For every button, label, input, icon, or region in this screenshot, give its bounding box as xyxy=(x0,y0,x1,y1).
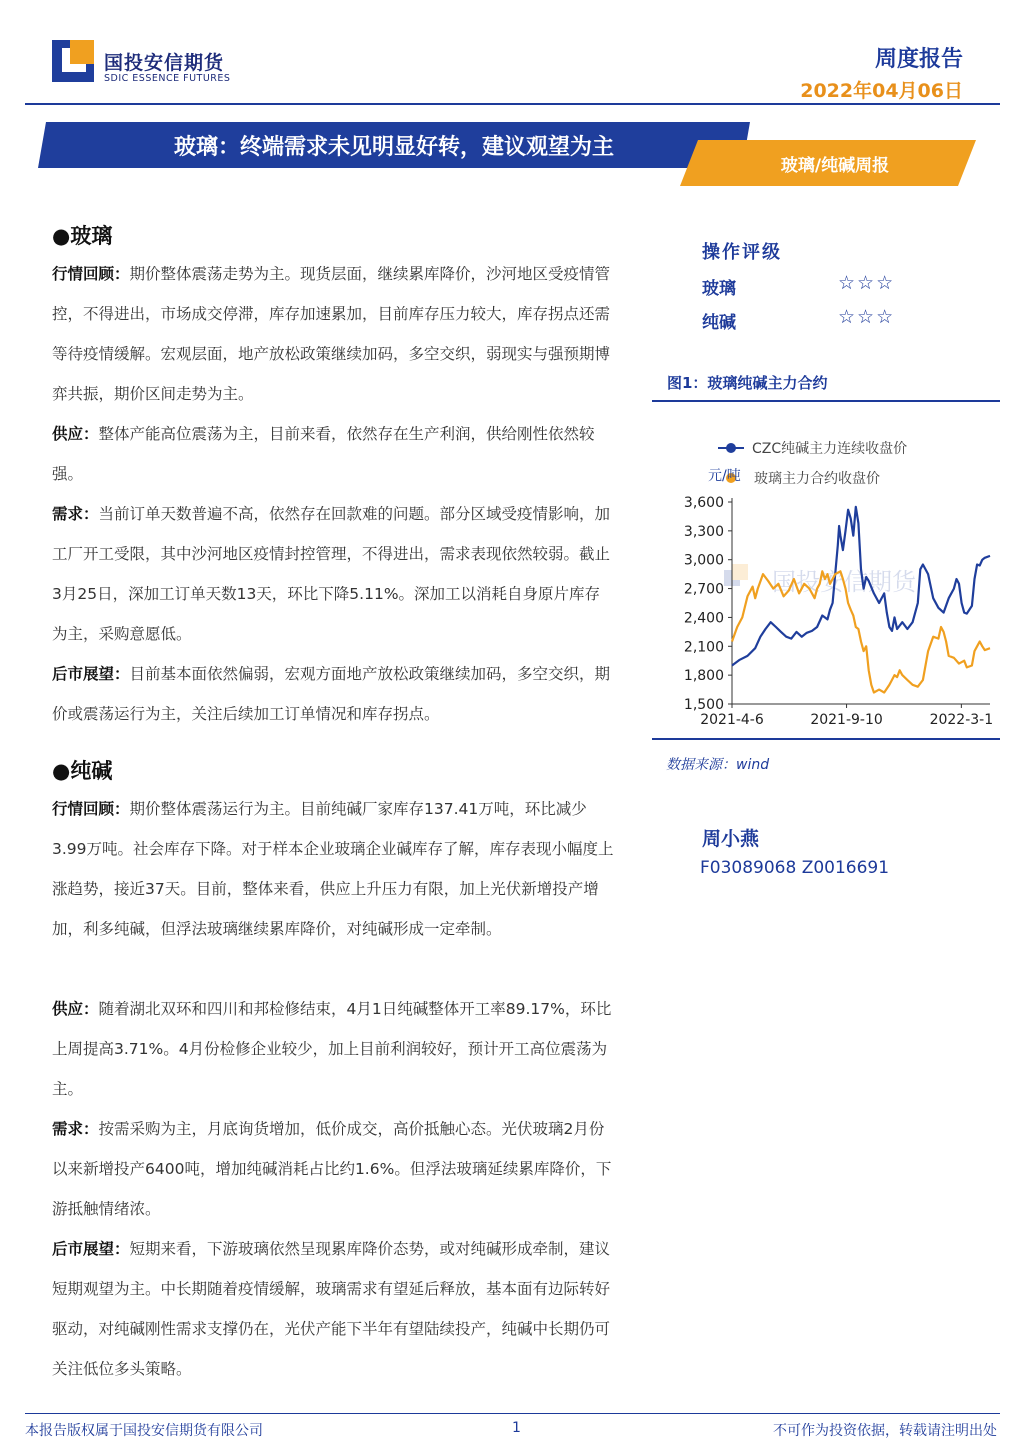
report-type: 周度报告 xyxy=(874,47,963,72)
glass-outlook-paragraph xyxy=(52,654,614,734)
figure-bottom-rule xyxy=(652,738,1000,740)
company-logo-icon xyxy=(52,40,94,82)
soda-outlook-label: 后市展望： xyxy=(52,1240,130,1258)
y-tick-label: 3,000 xyxy=(683,552,724,569)
y-tick-label: 2,400 xyxy=(683,610,724,627)
footer-copyright: 本报告版权属于国投安信期货有限公司 xyxy=(25,1423,263,1439)
glass-heading: ●玻璃 xyxy=(52,224,113,248)
glass-supply-text: 整体产能高位震荡为主，目前来看，依然存在生产利润，供给刚性依然较强。 xyxy=(52,425,595,483)
soda-demand-text: 按需采购为主，月底询货增加，低价成交，高价抵触心态。光伏玻璃2月份以来新增投产6400吨，增加纯碱消耗占比约1.6%。但浮法玻璃延续累库降价，下游抵触情绪浓。 xyxy=(52,1120,612,1218)
footer-divider xyxy=(25,1413,1000,1414)
legend-label-soda: CZC纯碱主力连续收盘价 xyxy=(752,441,908,457)
y-tick-label: 3,300 xyxy=(683,523,724,540)
soda-market-label: 行情回顾： xyxy=(52,800,130,818)
figure-top-rule xyxy=(652,400,1000,402)
soda-market-paragraph xyxy=(52,789,614,949)
glass-demand-paragraph xyxy=(52,494,614,654)
soda-demand-paragraph xyxy=(52,1109,614,1229)
rating-name-soda: 纯碱 xyxy=(702,313,736,333)
author-cert: F03089068 Z0016691 xyxy=(700,858,890,878)
price-line-chart xyxy=(652,430,1000,735)
soda-supply-label: 供应： xyxy=(52,1000,99,1018)
y-axis-unit: 元/吨 xyxy=(708,468,741,484)
x-tick-label: 2021-4-6 xyxy=(700,712,764,728)
company-name-en: SDIC ESSENCE FUTURES xyxy=(104,73,231,84)
soda-market-text: 期价整体震荡运行为主。目前纯碱厂家库存137.41万吨，环比减少3.99万吨。社会库存下降。对于样本企业玻璃企业碱库存了解，库存表现小幅度上涨趋势，接近37天。目前，整体来看，供应上升压力有限，加上光伏新增投产增加，利多纯碱，但浮法玻璃继续累库降价，对纯碱形成一定牵制。 xyxy=(52,800,614,938)
legend-marker-soda xyxy=(726,443,736,453)
x-tick-label: 2021-9-10 xyxy=(810,712,883,728)
y-tick-label: 1,800 xyxy=(683,668,724,685)
rating-name-glass: 玻璃 xyxy=(702,279,736,299)
glass-outlook-label: 后市展望： xyxy=(52,665,130,683)
glass-supply-paragraph xyxy=(52,414,614,494)
glass-outlook-text: 目前基本面依然偏弱，宏观方面地产放松政策继续加码，多空交织，期价或震荡运行为主，关注后续加工订单情况和库存拐点。 xyxy=(52,665,611,723)
soda-demand-label: 需求： xyxy=(52,1120,99,1138)
glass-market-paragraph xyxy=(52,254,614,414)
category-tag-label: 玻璃/纯碱周报 xyxy=(780,156,890,176)
glass-market-text: 期价整体震荡走势为主。现货层面，继续累库降价，沙河地区受疫情管控，不得进出，市场成交停滞，库存加速累加，目前库存压力较大，库存拐点还需等待疫情缓解。宏观层面，地产放松政策继续加码，多空交织，弱现实与强预期博弈共振，期价区间走势为主。 xyxy=(52,265,611,403)
footer-disclaimer: 不可作为投资依据，转载请注明出处 xyxy=(773,1423,997,1439)
soda-supply-text: 随着湖北双环和四川和邦检修结束，4月1日纯碱整体开工率89.17%，环比上周提高3.71%。4月份检修企业较少，加上目前利润较好，预计开工高位震荡为主。 xyxy=(52,1000,612,1098)
soda-heading: ●纯碱 xyxy=(52,759,113,783)
y-tick-label: 3,600 xyxy=(683,495,724,511)
soda-outlook-text: 短期来看，下游玻璃依然呈现累库降价态势，或对纯碱形成牵制，建议短期观望为主。中长期随着疫情缓解，玻璃需求有望延后释放，基本面有边际转好驱动，对纯碱刚性需求支撑仍在，光伏产能下半年有望陆续投产，纯碱中长期仍可关注低位多头策略。 xyxy=(52,1240,611,1378)
glass-demand-label: 需求： xyxy=(52,505,99,523)
glass-market-label: 行情回顾： xyxy=(52,265,130,283)
page-number: 1 xyxy=(512,1420,521,1436)
y-tick-label: 1,500 xyxy=(683,697,724,713)
x-tick-label: 2022-3-1 xyxy=(929,712,994,728)
legend-label-glass: 玻璃主力合约收盘价 xyxy=(754,471,880,487)
rating-stars-glass: ☆☆☆ xyxy=(838,272,896,294)
soda-outlook-paragraph xyxy=(52,1229,614,1389)
report-date: 2022年04月06日 xyxy=(800,80,963,102)
header-divider xyxy=(25,103,1000,105)
soda-supply-paragraph xyxy=(52,989,614,1109)
rating-title: 操作评级 xyxy=(702,242,782,263)
rating-stars-soda: ☆☆☆ xyxy=(838,306,896,328)
y-tick-label: 2,700 xyxy=(683,581,724,598)
author-name: 周小燕 xyxy=(702,828,760,850)
company-name-cn: 国投安信期货 xyxy=(104,52,225,74)
watermark-text: 国投安信期货 xyxy=(772,568,916,596)
report-title: 玻璃：终端需求未见明显好转，建议观望为主 xyxy=(173,135,614,160)
figure-source: 数据来源：wind xyxy=(666,757,770,773)
figure-title: 图1：玻璃纯碱主力合约 xyxy=(667,374,828,392)
y-tick-label: 2,100 xyxy=(683,639,724,656)
glass-demand-text: 当前订单天数普遍不高，依然存在回款难的问题。部分区域受疫情影响，加工厂开工受限，其中沙河地区疫情封控管理，不得进出，需求表现依然较弱。截止3月25日，深加工订单天数13天，环比下降5.11%。深加工以消耗自身原片库存为主，采购意愿低。 xyxy=(52,505,611,643)
glass-supply-label: 供应： xyxy=(52,425,99,443)
